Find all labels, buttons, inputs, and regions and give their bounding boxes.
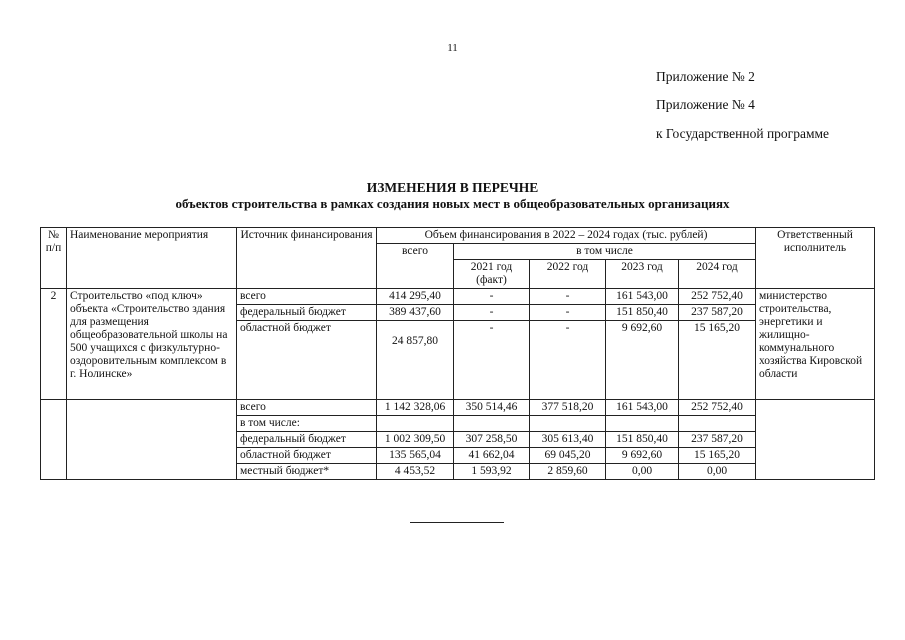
y2021-cell [454,416,530,432]
total-cell: 1 142 328,06 [377,400,454,416]
total-cell: 414 295,40 [377,289,454,305]
total-cell: 1 002 309,50 [377,432,454,448]
y2023-cell: 161 543,00 [606,400,679,416]
y2021-cell: - [454,289,530,305]
summary-rows [41,400,875,480]
table-header [41,228,875,289]
y2024-cell [679,416,756,432]
appendix-line-1: Приложение № 2 [656,69,755,84]
item-rows [41,289,875,400]
footer-divider [410,522,504,523]
y2024-cell: 252 752,40 [679,400,756,416]
y2022-cell: 305 613,40 [530,432,606,448]
y2021-cell: - [454,305,530,321]
y2022-cell: 377 518,20 [530,400,606,416]
total-cell: 135 565,04 [377,448,454,464]
y2024-cell: 0,00 [679,464,756,480]
y2023-cell: 9 692,60 [606,321,679,400]
header-2021: 2021 год (факт) [454,260,530,289]
y2024-cell: 237 587,20 [679,432,756,448]
document-title: ИЗМЕНЕНИЯ В ПЕРЕЧНЕ [366,180,539,195]
responsible-executor: министерство строительства, энергетики и жилищно-коммунального хозяйства Кировской области [756,289,875,400]
y2023-cell [606,416,679,432]
item-name: Строительство «под ключ» объекта «Строительство здания для размещения общеобразовательной школы на 500 учащихся с физкультурно-оздоровительным комплексом в г. Нолинске» [67,289,237,400]
source-cell: областной бюджет [237,321,377,400]
y2023-cell: 151 850,40 [606,432,679,448]
y2024-cell: 15 165,20 [679,321,756,400]
y2024-cell: 15 165,20 [679,448,756,464]
y2023-cell: 0,00 [606,464,679,480]
y2022-cell: - [530,321,606,400]
y2021-cell: - [454,321,530,400]
source-cell: областной бюджет [237,448,377,464]
table-row [41,289,875,305]
appendix-line-3: к Государственной программе [656,126,830,141]
appendix-line-2: Приложение № 4 [656,97,755,112]
header-total: всего [377,244,454,289]
summary-blank-num [41,400,67,480]
total-cell: 4 453,52 [377,464,454,480]
y2021-cell: 1 593,92 [454,464,530,480]
y2021-cell: 41 662,04 [454,448,530,464]
y2022-cell: - [530,305,606,321]
document-subtitle: объектов строительства в рамках создания новых мест в общеобразовательных организациях [175,196,730,211]
y2023-cell: 161 543,00 [606,289,679,305]
summary-blank-name [67,400,237,480]
y2024-cell: 252 752,40 [679,289,756,305]
total-cell: 24 857,80 [377,321,454,400]
header-including: в том числе [454,244,756,260]
y2022-cell [530,416,606,432]
total-cell [377,416,454,432]
source-cell: в том числе: [237,416,377,432]
y2022-cell: 69 045,20 [530,448,606,464]
source-cell: всего [237,400,377,416]
source-cell: местный бюджет* [237,464,377,480]
y2024-cell: 237 587,20 [679,305,756,321]
y2022-cell: - [530,289,606,305]
source-cell: всего [237,289,377,305]
y2023-cell: 151 850,40 [606,305,679,321]
header-2023: 2023 год [606,260,679,289]
y2023-cell: 9 692,60 [606,448,679,464]
financing-table [40,227,875,480]
summary-blank-responsible [756,400,875,480]
header-responsible: Ответственный исполнитель [756,228,875,289]
y2022-cell: 2 859,60 [530,464,606,480]
total-cell: 389 437,60 [377,305,454,321]
page-number: 11 [447,42,458,54]
y2021-cell: 307 258,50 [454,432,530,448]
item-number: 2 [41,289,67,400]
header-2022: 2022 год [530,260,606,289]
header-num: № п/п [41,228,67,289]
header-volume: Объем финансирования в 2022 – 2024 годах (тыс. рублей) [377,228,756,244]
source-cell: федеральный бюджет [237,432,377,448]
header-2024: 2024 год [679,260,756,289]
source-cell: федеральный бюджет [237,305,377,321]
header-source: Источник финансирования [237,228,377,289]
table-row [41,400,875,416]
y2021-cell: 350 514,46 [454,400,530,416]
header-name: Наименование мероприятия [67,228,237,289]
